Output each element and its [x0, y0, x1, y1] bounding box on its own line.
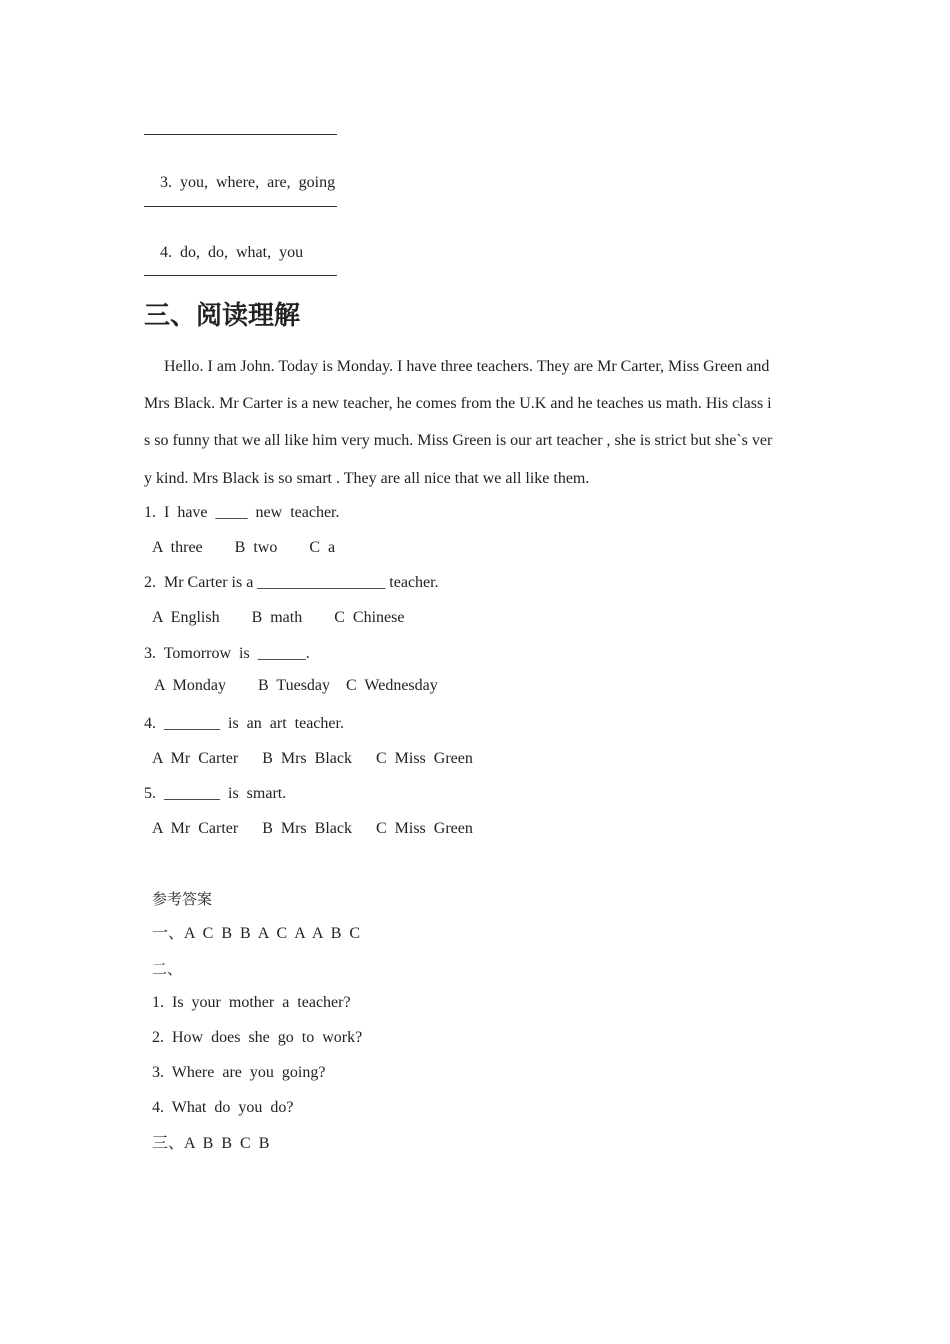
answer-key-part3: 三、A B B C B: [152, 1135, 270, 1152]
reading-options-1: A three B two C a: [152, 539, 336, 556]
passage-line: Mrs Black. Mr Carter is a new teacher, he comes from the U.K and he teaches us math. His class i: [144, 395, 772, 412]
answer-blank-line: [144, 134, 337, 135]
answer-key-title: 参考答案: [152, 890, 213, 908]
answer-key-part2-item: 3. Where are you going?: [152, 1064, 326, 1081]
answer-key-part2-item: 1. Is your mother a teacher?: [152, 994, 351, 1011]
reading-question-2: 2. Mr Carter is a ________________ teacher.: [144, 574, 439, 591]
question-words: do, do, what, you: [180, 244, 304, 261]
question-number: 3.: [160, 174, 172, 191]
passage-line: Hello. I am John. Today is Monday. I have three teachers. They are Mr Carter, Miss Green and: [144, 358, 770, 375]
answer-key-part1: 一、A C B B A C A A B C: [152, 925, 361, 942]
answer-key-part2-label: 二、: [152, 960, 183, 978]
reorder-question-3: [144, 153, 335, 213]
reading-question-1: 1. I have ____ new teacher.: [144, 504, 340, 521]
reading-options-2: A English B math C Chinese: [152, 609, 405, 626]
answer-blank-line: [144, 275, 337, 276]
answer-blank-line: [144, 206, 337, 207]
question-number: 4.: [160, 244, 172, 261]
answer-key-part2-item: 4. What do you do?: [152, 1099, 294, 1116]
reading-question-5: 5. _______ is smart.: [144, 785, 287, 802]
reading-options-5: A Mr Carter B Mrs Black C Miss Green: [152, 820, 473, 837]
reading-question-3: 3. Tomorrow is ______.: [144, 645, 310, 662]
question-words: you, where, are, going: [180, 174, 336, 191]
reading-question-4: 4. _______ is an art teacher.: [144, 715, 344, 732]
section-title-reading: 三、阅读理解: [144, 301, 301, 331]
passage-line: s so funny that we all like him very much. Miss Green is our art teacher , she is strict but she`s ver: [144, 432, 773, 449]
passage-line: y kind. Mrs Black is so smart . They are all nice that we all like them.: [144, 470, 590, 487]
reorder-question-4: [144, 223, 303, 283]
reading-options-3: A Monday B Tuesday C Wednesday: [154, 677, 438, 694]
reading-options-4: A Mr Carter B Mrs Black C Miss Green: [152, 750, 473, 767]
answer-key-part2-item: 2. How does she go to work?: [152, 1029, 363, 1046]
